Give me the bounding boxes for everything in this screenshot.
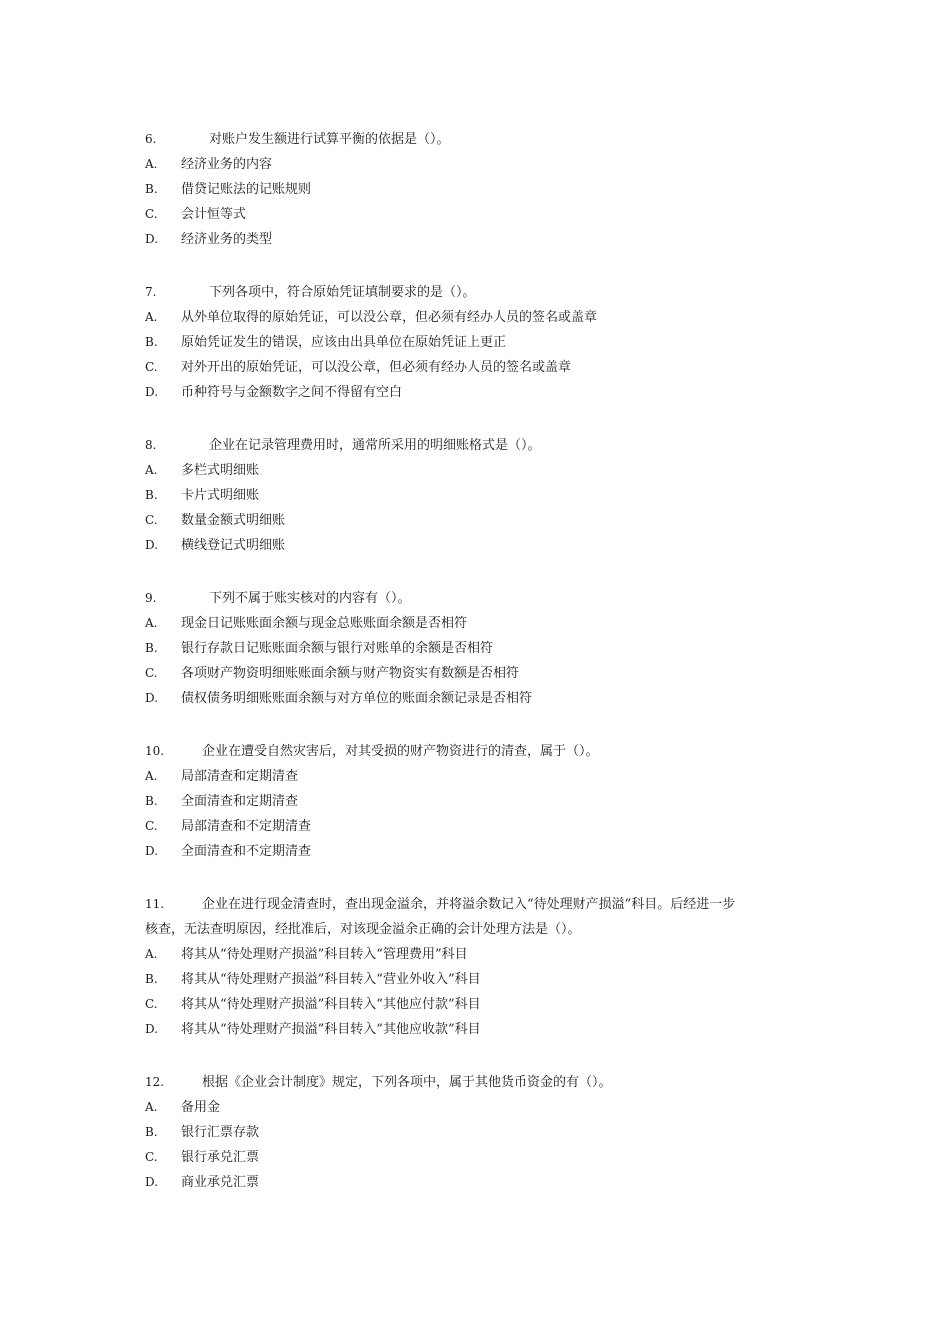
question-number: 7. [145, 285, 157, 299]
question-number: 11. [145, 897, 165, 911]
option-a [145, 1095, 825, 1120]
question-list [145, 127, 825, 1223]
option-letter: D. [145, 538, 159, 552]
question-stem-cont: 核查，无法查明原因，经批准后，对该现金溢余正确的会计处理方法是（）。 [145, 922, 581, 937]
option-text: 各项财产物资明细账账面余额与财产物资实有数额是否相符 [181, 666, 520, 681]
option-letter: D. [145, 691, 159, 705]
option-letter: A. [145, 463, 158, 477]
question-number: 12. [145, 1075, 165, 1089]
question-number: 10. [145, 744, 165, 758]
option-b [145, 483, 825, 508]
option-c [145, 992, 825, 1017]
option-letter: B. [145, 794, 158, 808]
option-d [145, 686, 825, 711]
option-text: 银行存款日记账账面余额与银行对账单的余额是否相符 [181, 641, 494, 656]
option-b [145, 330, 825, 355]
option-d [145, 839, 825, 864]
option-text: 卡片式明细账 [181, 488, 260, 503]
option-a [145, 458, 825, 483]
option-c [145, 1145, 825, 1170]
question-stem-continuation [145, 917, 825, 942]
option-letter: C. [145, 360, 158, 374]
question-stem-line [145, 586, 825, 611]
option-text: 债权债务明细账账面余额与对方单位的账面余额记录是否相符 [181, 691, 533, 706]
option-text: 数量金额式明细账 [181, 513, 286, 528]
option-letter: A. [145, 616, 158, 630]
option-letter: B. [145, 488, 158, 502]
question-7 [145, 280, 825, 405]
option-b [145, 636, 825, 661]
option-letter: D. [145, 1022, 159, 1036]
question-9 [145, 586, 825, 711]
option-letter: A. [145, 157, 158, 171]
question-stem: 根据《企业会计制度》规定，下列各项中，属于其他货币资金的有（）。 [202, 1075, 612, 1090]
option-letter: B. [145, 335, 158, 349]
option-letter: D. [145, 385, 159, 399]
option-text: 将其从“待处理财产损溢”科目转入“其他应收款”科目 [181, 1022, 481, 1037]
option-a [145, 611, 825, 636]
option-a [145, 305, 825, 330]
option-letter: C. [145, 997, 158, 1011]
option-b [145, 789, 825, 814]
question-number: 8. [145, 438, 157, 452]
option-letter: C. [145, 207, 158, 221]
option-c [145, 202, 825, 227]
option-letter: D. [145, 1175, 159, 1189]
option-text: 将其从“待处理财产损溢”科目转入“营业外收入”科目 [181, 972, 481, 987]
option-b [145, 967, 825, 992]
option-letter: C. [145, 513, 158, 527]
option-letter: C. [145, 1150, 158, 1164]
option-text: 局部清查和不定期清查 [181, 819, 312, 834]
question-stem: 下列各项中，符合原始凭证填制要求的是（）。 [209, 285, 476, 300]
question-stem: 企业在遭受自然灾害后，对其受损的财产物资进行的清查，属于（）。 [202, 744, 599, 759]
option-letter: B. [145, 182, 158, 196]
question-stem-line [145, 739, 825, 764]
option-letter: B. [145, 972, 158, 986]
option-letter: D. [145, 844, 159, 858]
option-b [145, 1120, 825, 1145]
option-text: 经济业务的类型 [181, 232, 273, 247]
option-letter: A. [145, 310, 158, 324]
option-text: 备用金 [181, 1100, 221, 1115]
option-a [145, 152, 825, 177]
question-stem: 对账户发生额进行试算平衡的依据是（）。 [209, 132, 450, 147]
option-letter: C. [145, 819, 158, 833]
question-stem: 下列不属于账实核对的内容有（）。 [209, 591, 411, 606]
option-letter: A. [145, 769, 158, 783]
option-c [145, 355, 825, 380]
option-text: 银行汇票存款 [181, 1125, 260, 1140]
question-stem: 企业在进行现金清查时，查出现金溢余，并将溢余数记入“待处理财产损溢”科目。后经进一步 [202, 897, 736, 912]
option-text: 全面清查和不定期清查 [181, 844, 312, 859]
question-8 [145, 433, 825, 558]
option-text: 借贷记账法的记账规则 [181, 182, 312, 197]
option-letter: A. [145, 1100, 158, 1114]
question-11 [145, 892, 825, 1042]
option-a [145, 942, 825, 967]
option-d [145, 1017, 825, 1042]
question-number: 9. [145, 591, 157, 605]
option-a [145, 764, 825, 789]
option-d [145, 380, 825, 405]
option-text: 将其从“待处理财产损溢”科目转入“管理费用”科目 [181, 947, 468, 962]
option-text: 多栏式明细账 [181, 463, 260, 478]
option-text: 银行承兑汇票 [181, 1150, 260, 1165]
question-number: 6. [145, 132, 157, 146]
question-10 [145, 739, 825, 864]
question-stem-line [145, 892, 825, 917]
option-letter: B. [145, 641, 158, 655]
question-stem-line [145, 1070, 825, 1095]
question-stem-line [145, 433, 825, 458]
option-c [145, 814, 825, 839]
option-text: 商业承兑汇票 [181, 1175, 260, 1190]
option-c [145, 508, 825, 533]
option-text: 将其从“待处理财产损溢”科目转入“其他应付款”科目 [181, 997, 481, 1012]
option-text: 横线登记式明细账 [181, 538, 286, 553]
option-text: 经济业务的内容 [181, 157, 273, 172]
option-letter: C. [145, 666, 158, 680]
option-letter: A. [145, 947, 158, 961]
option-letter: B. [145, 1125, 158, 1139]
option-b [145, 177, 825, 202]
question-stem: 企业在记录管理费用时，通常所采用的明细账格式是（）。 [209, 438, 541, 453]
option-text: 对外开出的原始凭证，可以没公章，但必须有经办人员的签名或盖章 [181, 360, 572, 375]
option-d [145, 533, 825, 558]
option-c [145, 661, 825, 686]
question-stem-line [145, 280, 825, 305]
option-text: 从外单位取得的原始凭证，可以没公章，但必须有经办人员的签名或盖章 [181, 310, 598, 325]
option-d [145, 1170, 825, 1195]
question-stem-line [145, 127, 825, 152]
option-text: 会计恒等式 [181, 207, 247, 222]
option-letter: D. [145, 232, 159, 246]
option-d [145, 227, 825, 252]
option-text: 局部清查和定期清查 [181, 769, 299, 784]
option-text: 原始凭证发生的错误，应该由出具单位在原始凭证上更正 [181, 335, 507, 350]
option-text: 币种符号与金额数字之间不得留有空白 [181, 385, 403, 400]
option-text: 现金日记账账面余额与现金总账账面余额是否相符 [181, 616, 468, 631]
question-6 [145, 127, 825, 252]
option-text: 全面清查和定期清查 [181, 794, 299, 809]
question-12 [145, 1070, 825, 1195]
